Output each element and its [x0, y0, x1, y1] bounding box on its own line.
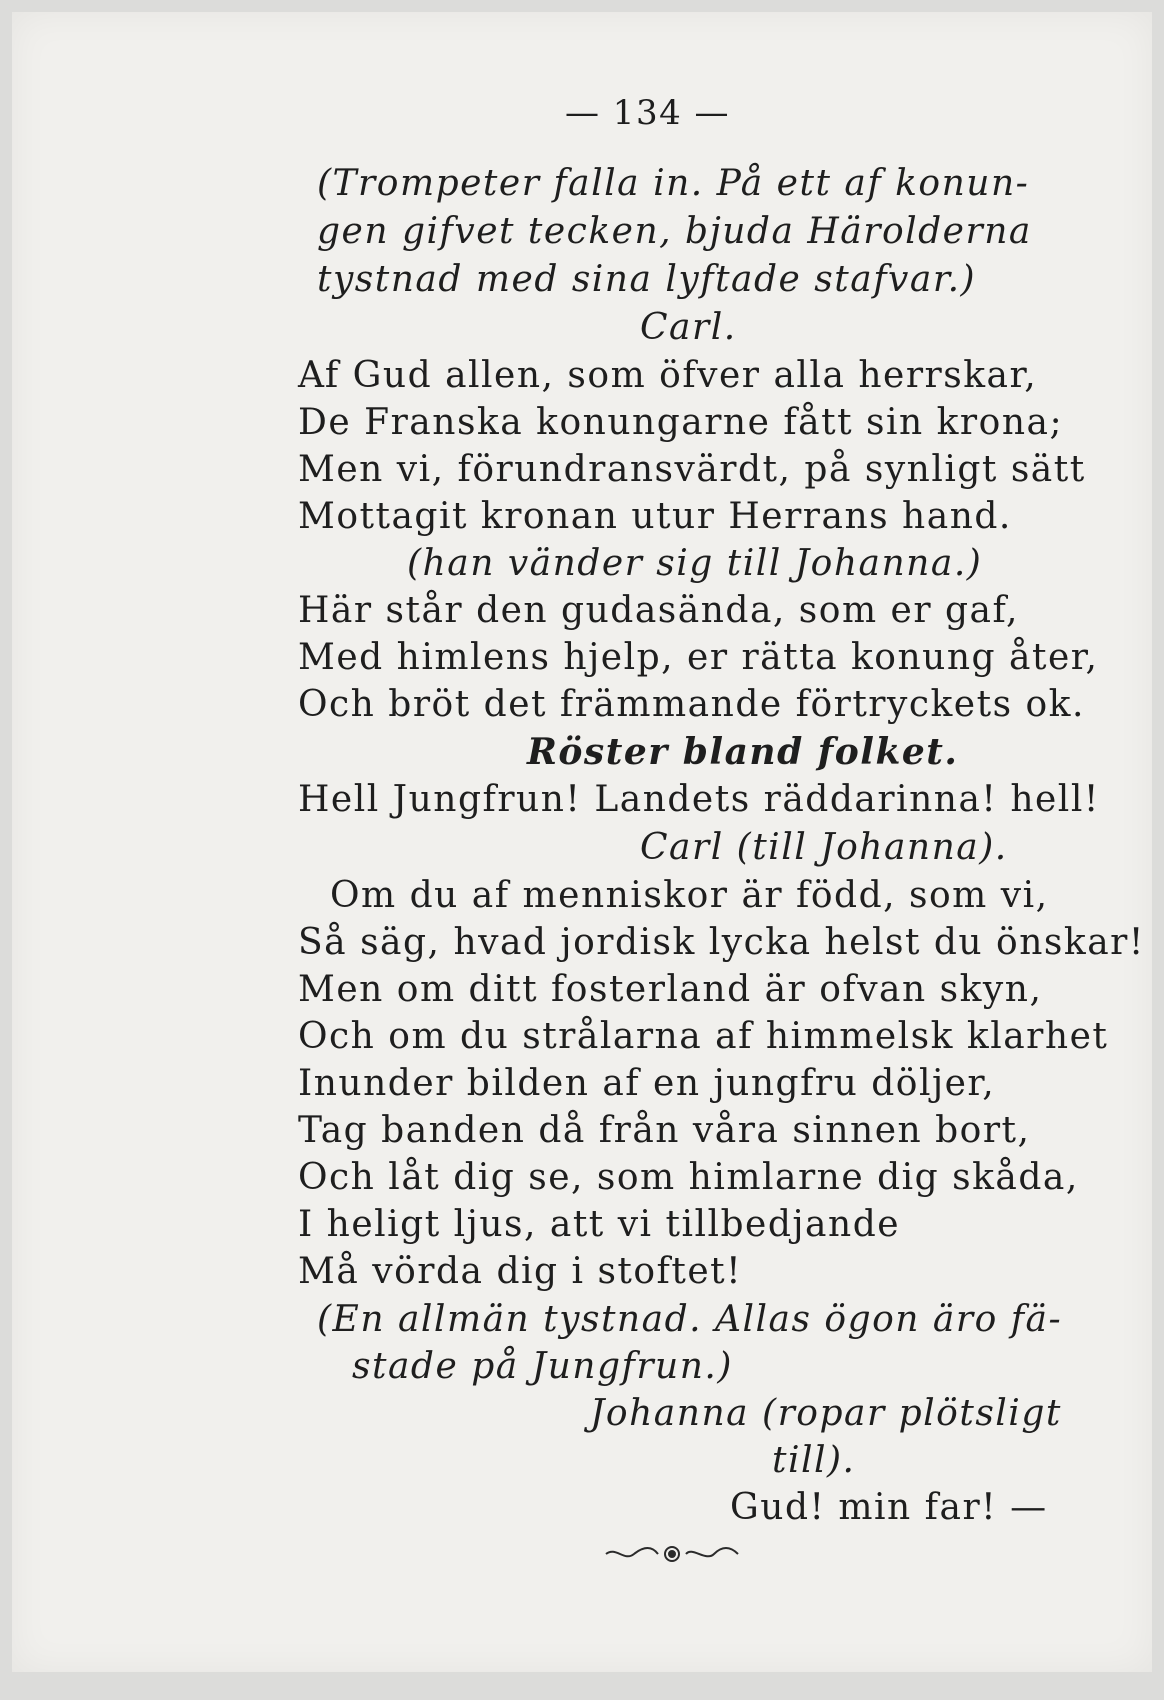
stage-direction-line: (En allmän tystnad. Allas ögon äro fä- [317, 1299, 1063, 1340]
verse-line: Inunder bilden af en jungfru döljer, [298, 1063, 996, 1104]
verse-line: Här står den gudasända, som er gaf, [298, 590, 1019, 631]
verse-line: Gud! min far! — [730, 1487, 1048, 1528]
verse-line: Och låt dig se, som himlarne dig skåda, [298, 1157, 1079, 1198]
verse-line: De Franska konungarne fått sin krona; [298, 402, 1064, 443]
verse-line: Om du af menniskor är född, som vi, [330, 875, 1049, 916]
speaker-name: Carl. [640, 307, 737, 348]
verse-line: Hell Jungfrun! Landets räddarinna! hell! [298, 779, 1100, 820]
verse-line: Må vörda dig i stoftet! [298, 1251, 743, 1292]
verse-line: Tag banden då från våra sinnen bort, [298, 1110, 1031, 1151]
verse-line: Och om du strålarna af himmelsk klarhet [298, 1016, 1109, 1057]
page-number: — 134 — [565, 93, 731, 133]
verse-line: Och bröt det främmande förtryckets ok. [298, 684, 1085, 725]
ornament-divider-icon [602, 1544, 742, 1564]
verse-line: Med himlens hjelp, er rätta konung åter, [298, 637, 1099, 678]
verse-line: Mottagit kronan utur Herrans hand. [298, 496, 1012, 537]
speaker-name: Johanna (ropar plötsligt [590, 1393, 1062, 1434]
stage-direction-line: stade på Jungfrun.) [352, 1346, 733, 1387]
stage-direction-line: (han vänder sig till Johanna.) [407, 543, 983, 584]
book-page [12, 12, 1152, 1672]
stage-direction-line: tystnad med sina lyftade stafvar.) [317, 259, 977, 300]
speaker-name: Röster bland folket. [527, 731, 959, 773]
verse-line: Men vi, förundransvärdt, på synligt sätt [298, 449, 1086, 490]
verse-line: Men om ditt fosterland är ofvan skyn, [298, 969, 1043, 1010]
verse-line: I heligt ljus, att vi tillbedjande [298, 1204, 901, 1245]
verse-line: Af Gud allen, som öfver alla herrskar, [298, 355, 1038, 396]
stage-direction-line: (Trompeter falla in. På ett af konun- [317, 163, 1030, 204]
verse-line: Så säg, hvad jordisk lycka helst du önskar! [298, 922, 1145, 963]
speaker-name: Carl (till Johanna). [640, 827, 1008, 868]
stage-direction-line: gen gifvet tecken, bjuda Häroldernа [317, 211, 1032, 252]
stage-direction-line: till). [772, 1440, 856, 1481]
